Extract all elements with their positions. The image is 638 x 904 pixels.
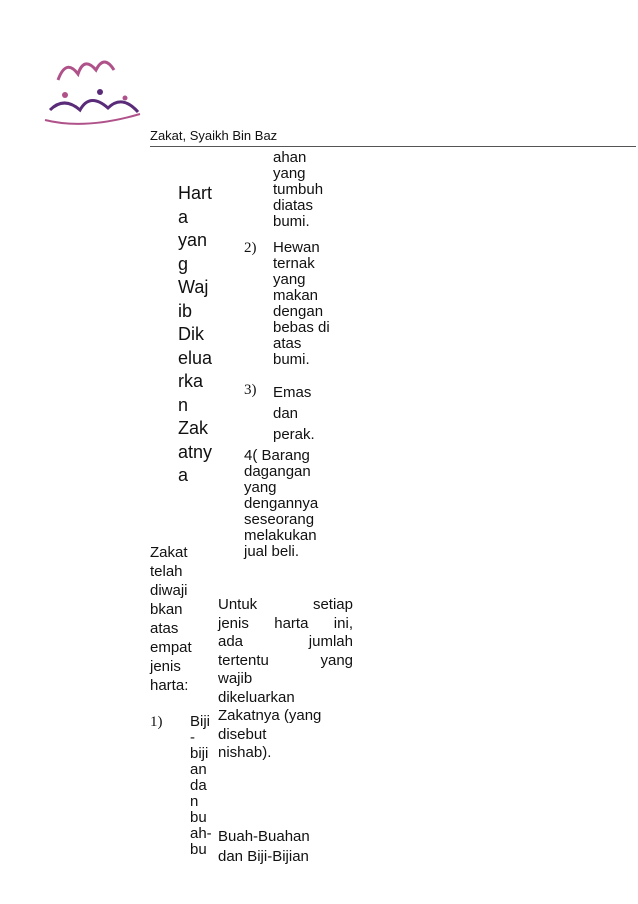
heading-line: Dik	[178, 324, 204, 344]
library-logo	[40, 50, 150, 130]
list-number-2: 2)	[244, 240, 257, 256]
item-line: melakukan	[244, 527, 317, 544]
item-line: seseorang	[244, 511, 315, 528]
item-line: bu	[190, 841, 207, 858]
item-line: ahan	[273, 149, 307, 166]
intro-line: diwaji	[150, 582, 188, 599]
paragraph-line: dikeluarkan	[218, 688, 295, 706]
item-line: atas	[273, 335, 302, 352]
item-line: dan	[273, 405, 299, 422]
item-line: bumi.	[273, 213, 310, 230]
paragraph-line: tertentu yang	[218, 651, 353, 669]
heading-line: Waj	[178, 277, 209, 297]
nishab-paragraph	[218, 596, 353, 763]
paragraph-line: jenis harta ini,	[218, 614, 353, 632]
intro-line: telah	[150, 563, 183, 580]
list-item-3	[273, 382, 315, 445]
item-line: yang	[244, 479, 277, 496]
item-line: dengan	[273, 303, 324, 320]
item-line: Emas	[273, 384, 312, 401]
paragraph-line: Zakatnya (yang	[218, 707, 322, 724]
item-line: diatas	[273, 197, 314, 214]
item-line: ternak	[273, 255, 315, 272]
item-line: Hewan	[273, 239, 320, 256]
item-line: bebas di	[273, 319, 330, 336]
item-line: jual beli.	[244, 543, 300, 560]
paragraph-line: ada jumlah	[218, 633, 353, 650]
intro-line: jenis	[150, 658, 181, 675]
item-line: perak.	[273, 426, 315, 443]
subsection-heading	[218, 827, 310, 867]
heading-line: Hart	[178, 183, 213, 203]
intro-line: harta:	[150, 677, 189, 694]
intro-line: Zakat	[150, 544, 188, 561]
heading-line: n	[178, 394, 189, 415]
paragraph-line: Untuk setiap	[218, 596, 353, 613]
item-line: Biji	[190, 713, 211, 730]
item-line: yang	[273, 271, 306, 288]
item-line: makan	[273, 287, 319, 304]
list-number-1: 1)	[150, 714, 163, 730]
section-heading-vertical	[178, 182, 212, 488]
item-line: 4( Barang	[244, 447, 310, 464]
item-line: da	[190, 777, 207, 794]
item-line: bu	[190, 809, 207, 826]
list-item-1	[190, 714, 212, 858]
document-title: Zakat, Syaikh Bin Baz	[150, 128, 278, 143]
header-divider	[150, 146, 636, 147]
item-line: tumbuh	[273, 181, 324, 198]
heading-line: g	[178, 253, 189, 274]
item-line: n	[190, 793, 199, 810]
heading-line: rka	[178, 371, 204, 391]
list-item-2	[273, 240, 330, 368]
heading-line: atny	[178, 441, 213, 462]
list-number-3: 3)	[244, 382, 257, 398]
paragraph-line: wajib	[218, 670, 253, 687]
heading-line: ib	[178, 300, 193, 321]
item-line: bumi.	[273, 351, 310, 368]
heading-line: a	[178, 465, 189, 485]
intro-line: atas	[150, 620, 179, 637]
heading-line: yan	[178, 230, 208, 250]
list-item-1-continuation	[273, 150, 323, 230]
item-line: ah-	[190, 825, 212, 842]
item-line: yang	[273, 165, 306, 182]
item-line: an	[190, 761, 207, 778]
heading-line: Buah-Buahan	[218, 828, 310, 845]
intro-paragraph	[150, 543, 192, 695]
heading-line: Zak	[178, 418, 209, 438]
item-line: biji	[190, 745, 209, 762]
paragraph-line: nishab).	[218, 744, 272, 761]
list-item-4	[244, 448, 318, 560]
heading-line: elua	[178, 347, 213, 368]
intro-line: bkan	[150, 601, 183, 618]
item-line: dagangan	[244, 463, 311, 480]
paragraph-line: disebut	[218, 725, 267, 743]
item-line: dengannya	[244, 495, 319, 512]
heading-line: a	[178, 206, 189, 227]
heading-line: dan Biji-Bijian	[218, 848, 309, 865]
intro-line: empat	[150, 639, 192, 656]
item-line: -	[190, 729, 195, 746]
